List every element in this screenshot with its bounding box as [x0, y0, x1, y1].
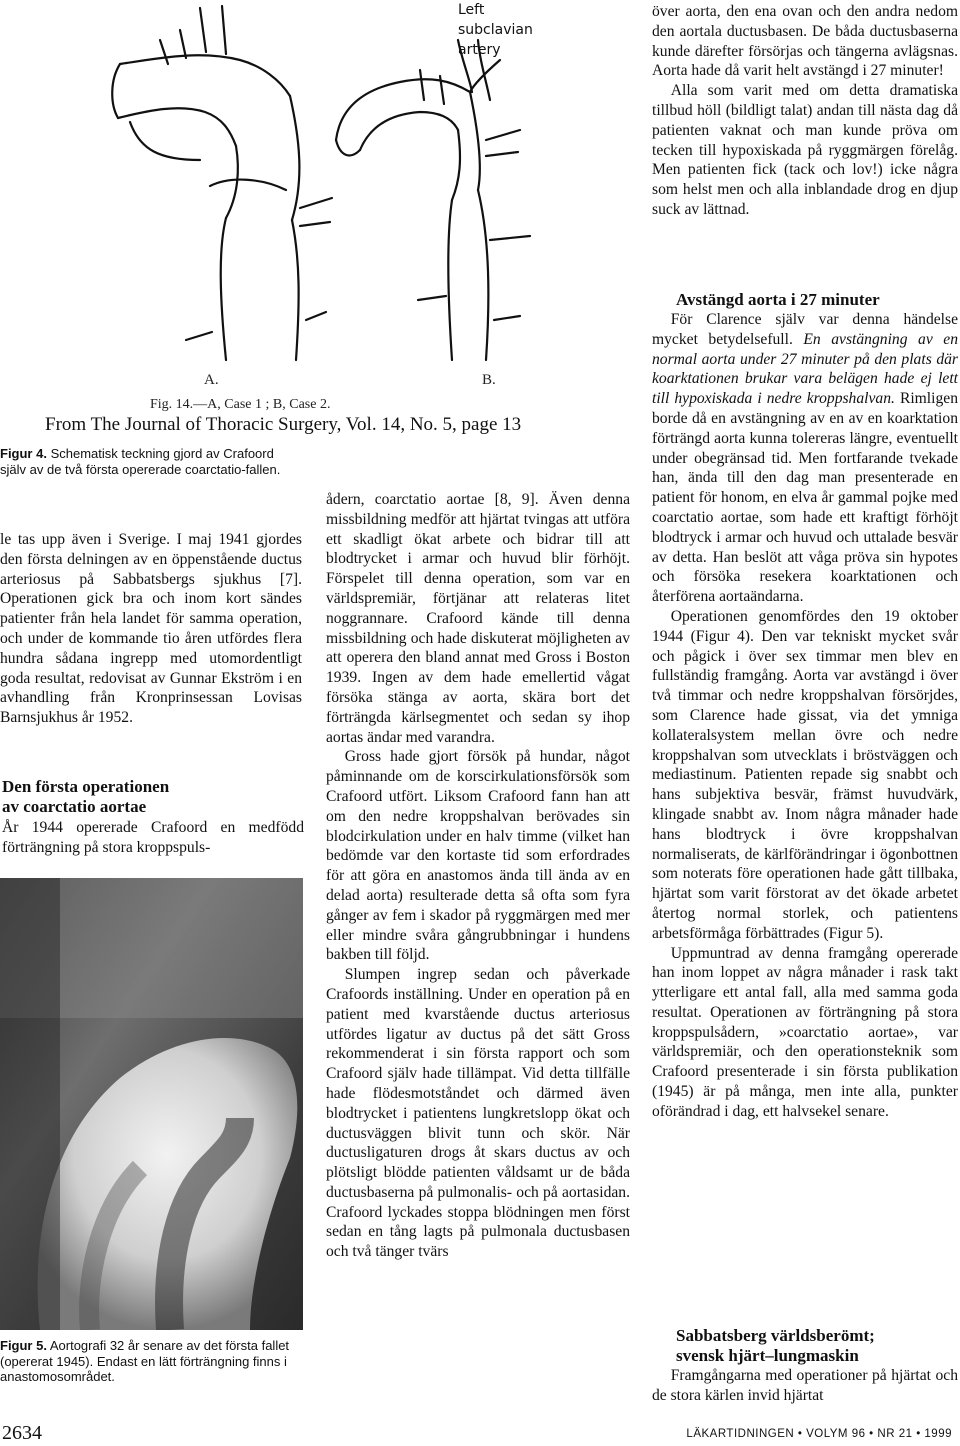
col3-heading-2: [676, 1326, 958, 1366]
xray-image: [0, 878, 303, 1330]
column-1-top: [0, 530, 302, 728]
col3-para1-rest: Rimligen borde då en avstängning av en av en koarktation förträngd aorta kunna tolereras längre, eventuellt under obegränsad tid. Men fortfarande tvekade han, ända till den dag man presenterade en patient för honom, en elva år gammal pojke med coarctatio aortae, som hade ett kraftigt förhöjt blodtryck i armar och huvud och uttalade besvär av detta. Han beslöt att våga pröva sin hypotes och försöka resekera koarktationen och återförena aortaändarna.: [652, 390, 958, 606]
caption-label: Figur 5.: [0, 1338, 47, 1353]
col3-paragraph-1: [652, 310, 958, 607]
journal-footer: LÄKARTIDNINGEN • VOLYM 96 • NR 21 • 1999: [686, 1428, 952, 1440]
figure-4-caption: [0, 446, 300, 477]
column-3-bottom: [652, 1366, 958, 1406]
column-2: [326, 490, 630, 1262]
col1-heading: [2, 777, 302, 817]
figure-5-aortography: [0, 878, 303, 1330]
col3-paragraph-2: Operationen genomfördes den 19 oktober 1944 (Figur 4). Den var tekniskt mycket svår och pågick i över sex timmar men blev en fullständig framgång. Aorta var avstängd i över två timmar och nedre kroppshalvan försörjdes, som Clarence hade gissat, via det ymniga kollateralsystem mellan övre och nedre kroppshalvan som utvecklats i bröstväggen och mediastinum. Patienten repade sig snabbt och hans subjektiva besvär, främst huvudvärk, klingade snabbt av. Inom några månader hade hans blodtryck i övre kroppshalvan normaliserats, de kärlförändringar i ögonbottnen som noterats före operationen hade gått tillbaka, hjärtat som varit förstorat av det ökade arbetet återtog normal storlek, och patientens arbetsförmåga förbättrades (Figur 5).: [652, 607, 958, 942]
column-3-main: [652, 310, 958, 1122]
caption-label: Figur 4.: [0, 446, 47, 461]
col1-paragraph-2: År 1944 opererade Crafoord en medfödd förträngning på stora kroppspuls-: [2, 819, 304, 856]
fig-line: Fig. 14.—A, Case 1 ; B, Case 2.: [150, 397, 331, 412]
col3-paragraph-top-2: Alla som varit med om detta dramatiska tillbud höll (bildligt talat) andan till nästa dag då patienten vaknat och man kunde pröva om tecken till hypoxiskada på ryggmärgen förelåg. Men patienten fick (tack och lov!) icke några som helst men och alla inblandade drog en djup suck av lättnad.: [652, 82, 958, 218]
col1-paragraph-1: le tas upp även i Sverige. I maj 1941 gjordes den första delningen av en öppenstående ductus arteriosus på Sabbatsbergs sjukhus [7]. Operationen gick bra och inom kort sändes patienter från hela landet för samma operation, och under de kommande tio åren utfördes flera hundra sådana ingrepp med utomordentligt goda resultat, redovisat av Gunnar Ekström i en avhandling från Kronprinsessan Lovisas Barnsjukhus år 1952.: [0, 531, 302, 727]
page-number: 2634: [2, 1422, 42, 1444]
label-subclavian: subclavian: [458, 22, 533, 38]
figure-5-caption: [0, 1338, 300, 1385]
col3-paragraph-top-1: över aorta, den ena ovan och den andra nedom den aortala ductusbasen. De båda ductusbaserna kunde därefter försörjas och tängerna avlägsnas. Aorta hade då varit helt avstängd i 27 minuter!: [652, 3, 958, 80]
source-line: From The Journal of Thoracic Surgery, Vol. 14, No. 5, page 13: [45, 414, 522, 435]
figure-4-drawing: [0, 0, 640, 440]
label-b: B.: [482, 372, 496, 388]
col3-para1-plain: För Clarence själv var denna händelse mycket betydelsefull.: [652, 311, 958, 348]
col3-paragraph-4: Framgångarna med operationer på hjärtat och de stora kärlen invid hjärtat: [652, 1367, 958, 1404]
col2-paragraph-3: Slumpen ingrep sedan och påverkade Crafoords inställning. Under en operation på en patient med kvarstående ductus arteriosus utfördes ligatur av ductus på det sätt Gross rekommenderat i sin första rapport och som Crafoord själv hade tillämpat. Vid detta tillfälle hade flödesmotståndet och därmed även blodtrycket i patientens lungkretslopp ökat och ductusväggen blivit tunn och skör. När ductusligaturen drogs åt skars ductus av och plötsligt blödde patienten våldsamt ur de båda ductusbaserna på pulmonalis- och på aortasidan. Crafoord lyckades stoppa blödningen men först sedan en tång lagts på pulmonala ductusbasen och två tänger tvärs: [326, 966, 630, 1261]
col2-paragraph-2: Gross hade gjort försök på hundar, något påminnande om de korscirkulationsförsök som Crafoord utfört. Liksom Crafoord fann han att om den nedre kroppshalvan berövades sin blodcirkulation under en halv timme (vilket han bedömde var den kortaste tid som erfordrades för att göra en anastomos ända till ända av en delad aorta) resulterade detta så ofta som fyra gånger av fem i skador på ryggmärgen med mer eller mindre svåra gångrubbningar i hundens bakben till följd.: [326, 748, 630, 964]
col3-heading-2-line2: svensk hjärt–lungmaskin: [676, 1346, 859, 1365]
col1-heading-line1: Den första operationen: [2, 777, 170, 796]
label-a: A.: [204, 372, 219, 388]
column-3-top: [652, 2, 958, 220]
sketch-b: [336, 40, 530, 360]
caption-text: Aortografi 32 år senare av det första fallet (opererat 1945). Endast en lätt förträngning finns i anastomosområdet.: [0, 1338, 290, 1384]
col3-heading-2-line1: Sabbatsberg världsberömt;: [676, 1326, 875, 1345]
label-artery: artery: [458, 42, 501, 58]
col3-paragraph-3: Uppmuntrad av denna framgång opererade han inom loppet av några månader i rask takt ytterligare ett antal fall, alla med samma goda resultat. Operationen av förträngning på stora kroppspulsådern, »coarctatio aortae», var världspremiär, och den operationsteknik som Crafoord presenterade i sin första publikation (1945) är på många, men inte alla, punkter oförändrad i dag, ett halvsekel senare.: [652, 944, 958, 1120]
col3-para1-italic: En avstängning av en normal aorta under 27 minuter på den plats där koarktationen brukar vara belägen hade ej lett till hypoxiskada i nedre kroppshalvan.: [652, 330, 958, 408]
col3-heading-1: Avstängd aorta i 27 minuter: [676, 290, 880, 309]
col2-paragraph-1: ådern, coarctatio aortae [8, 9]. Även denna missbildning medför att hjärtat tvingas att utföra ett skadligt ökat arbete och bidrar till att blodtrycket i armar och huvud blir förhöjt. Förspelet till denna operation, som var en världspremiär, förtjänar att relateras litet noggrannare. Crafoord kände till denna missbildning och hade diskuterat möjligheten av att operera den bland annat med Gross i Boston 1939. Ingen av dem hade emellertid vågat försöka stänga av aorta, skära bort det förträngda kärlsegmentet och sedan sy ihop aortas ändar med varandra.: [326, 491, 630, 746]
column-1-para2: [2, 818, 304, 858]
caption-text: Schematisk teckning gjord av Crafoord själv av de två första opererade coarctatio-fallen.: [0, 446, 281, 477]
label-left-subclavian: Left: [458, 2, 485, 18]
aorta-sketch: [0, 0, 640, 440]
sketch-a: [112, 6, 332, 360]
col1-heading-line2: av coarctatio aortae: [2, 797, 147, 816]
